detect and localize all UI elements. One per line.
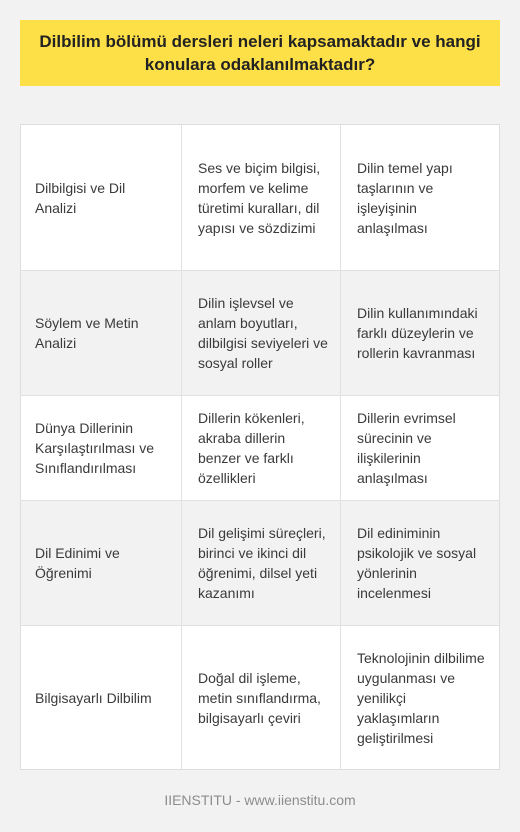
title-banner [20,20,500,86]
content-cell: Dil gelişimi süreçleri, birinci ve ikinci dil öğrenimi, dilsel yeti kazanımı [181,501,340,625]
goal-cell: Dillerin evrimsel sürecinin ve ilişkilerinin anlaşılması [340,396,499,500]
table-row [21,270,499,395]
page-title: Dilbilim bölümü dersleri neleri kapsamaktadır ve hangi konulara odaklanılmaktadır? [39,32,481,74]
topic-cell: Söylem ve Metin Analizi [35,315,139,351]
topic-cell: Dilbilgisi ve Dil Analizi [35,179,126,216]
topic-cell: Dünya Dillerinin Karşılaştırılması ve Sınıflandırılması [35,420,155,476]
topics-table [20,124,500,770]
content-cell: Dilin işlevsel ve anlam boyutları, dilbilgisi seviyeleri ve sosyal roller [181,271,340,395]
table-row [21,625,499,769]
table-row [21,125,499,270]
goal-cell: Dilin kullanımındaki farklı düzeylerin ve rollerin kavranması [340,271,499,395]
goal-cell: Dilin temel yapı taşlarının ve işleyişinin anlaşılması [340,125,499,270]
content-cell: Dillerin kökenleri, akraba dillerin benzer ve farklı özellikleri [181,396,340,500]
footer-credit: IIENSTITU - www.iienstitu.com [164,792,356,808]
table-row [21,395,499,500]
goal-cell: Dil ediniminin psikolojik ve sosyal yönlerinin incelenmesi [340,501,499,625]
table-row [21,500,499,625]
goal-cell: Teknolojinin dilbilime uygulanması ve yenilikçi yaklaşımların geliştirilmesi [340,626,499,769]
topic-cell: Dil Edinimi ve Öğrenimi [35,545,120,581]
content-cell: Doğal dil işleme, metin sınıflandırma, bilgisayarlı çeviri [181,626,340,769]
content-cell: Ses ve biçim bilgisi, morfem ve kelime türetimi kuralları, dil yapısı ve sözdizimi [181,125,340,270]
topic-cell: Bilgisayarlı Dilbilim [35,689,152,706]
